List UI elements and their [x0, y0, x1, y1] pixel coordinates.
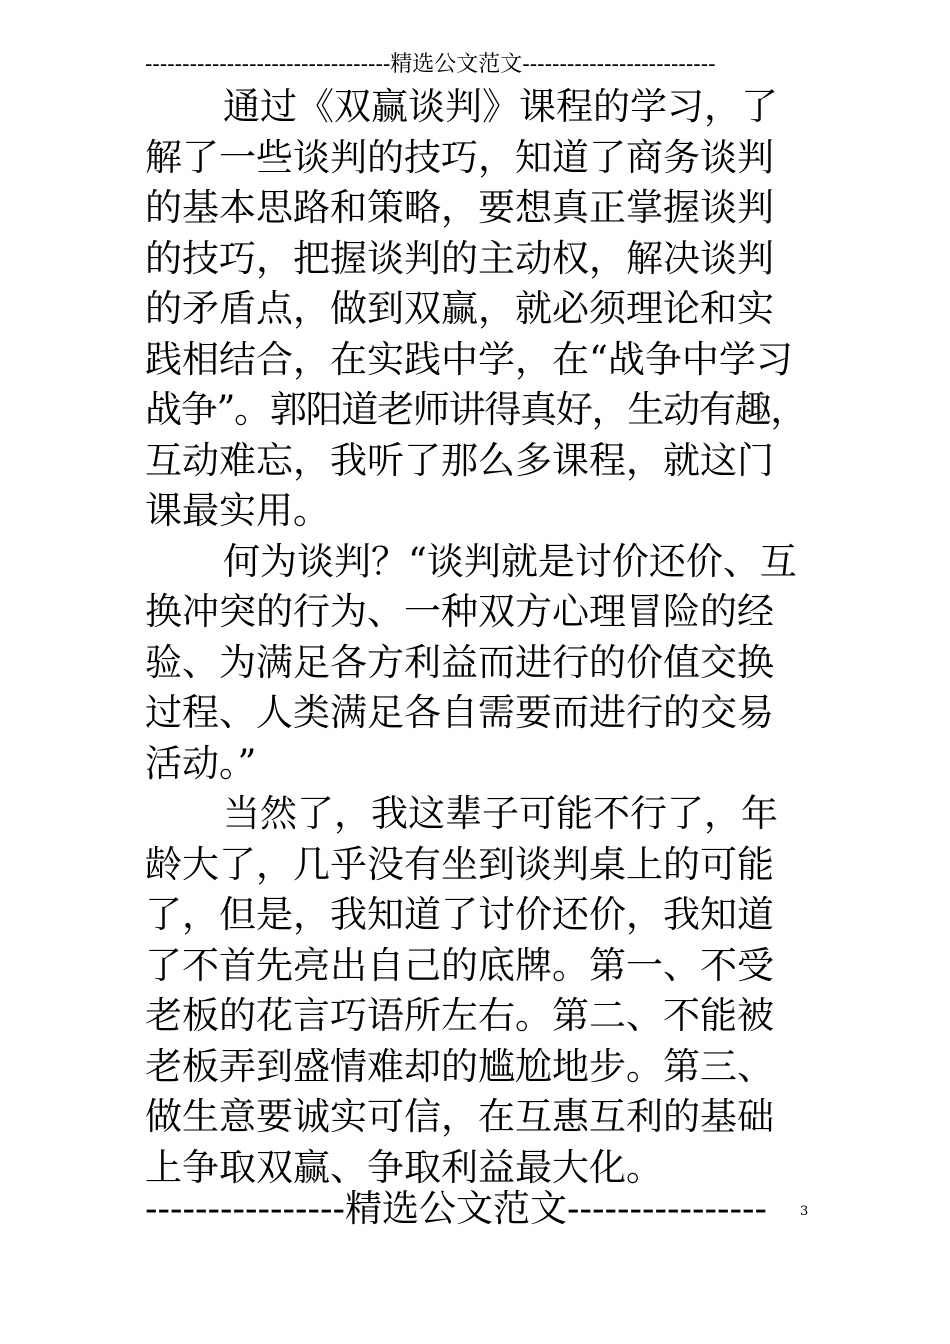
text-line: 了，但是，我知道了讨价还价，我知道 — [145, 893, 774, 936]
text-line: 做生意要诚实可信，在互惠互利的基础 — [145, 1095, 774, 1138]
text-line: 解了一些谈判的技巧，知道了商务谈判 — [145, 135, 774, 179]
text-line: 互动难忘，我听了那么多课程，就这门 — [145, 438, 774, 482]
text-line: 的基本思路和策略，要想真正掌握谈判 — [145, 186, 774, 229]
text-line: 践相结合，在实践中学，在“战争中学习 — [145, 337, 793, 381]
text-line: 上争取双赢、争取利益最大化。 — [145, 1145, 663, 1189]
text-line: 换冲突的行为、一种双方心理冒险的经 — [145, 590, 774, 633]
text-line: 当然了，我这辈子可能不行了，年 — [223, 792, 778, 835]
text-line: 龄大了，几乎没有坐到谈判桌上的可能 — [145, 842, 774, 886]
text-line: 活动。” — [145, 741, 257, 785]
text-line: 过程、人类满足各自需要而进行的交易 — [145, 691, 774, 734]
text-line: 通过《双赢谈判》课程的学习，了 — [223, 85, 778, 128]
paragraph — [145, 789, 805, 1193]
text-line: 了不首先亮出自己的底牌。第一、不受 — [145, 943, 774, 987]
text-line: 的技巧，把握谈判的主动权，解决谈判 — [145, 236, 774, 280]
text-line: 的矛盾点，做到双赢，就必须理论和实 — [145, 287, 774, 330]
document-body — [145, 82, 805, 1193]
text-line: 课最实用。 — [145, 489, 330, 532]
page-header: ---------------------------------精选公文范文-------------------------- — [145, 52, 716, 77]
page-footer: ----------------精选公文范文---------------- — [145, 1187, 768, 1230]
paragraph — [145, 537, 805, 790]
text-line: 何为谈判？“谈判就是讨价还价、互 — [223, 539, 797, 583]
text-line: 验、为满足各方利益而进行的价值交换 — [145, 640, 774, 684]
text-line: 老板弄到盛情难却的尴尬地步。第三、 — [145, 1044, 774, 1088]
text-line: 老板的花言巧语所左右。第二、不能被 — [145, 994, 774, 1037]
text-line: 战争”。郭阳道老师讲得真好，生动有趣， — [145, 388, 807, 431]
page-number: 3 — [800, 1204, 809, 1219]
paragraph — [145, 82, 805, 537]
